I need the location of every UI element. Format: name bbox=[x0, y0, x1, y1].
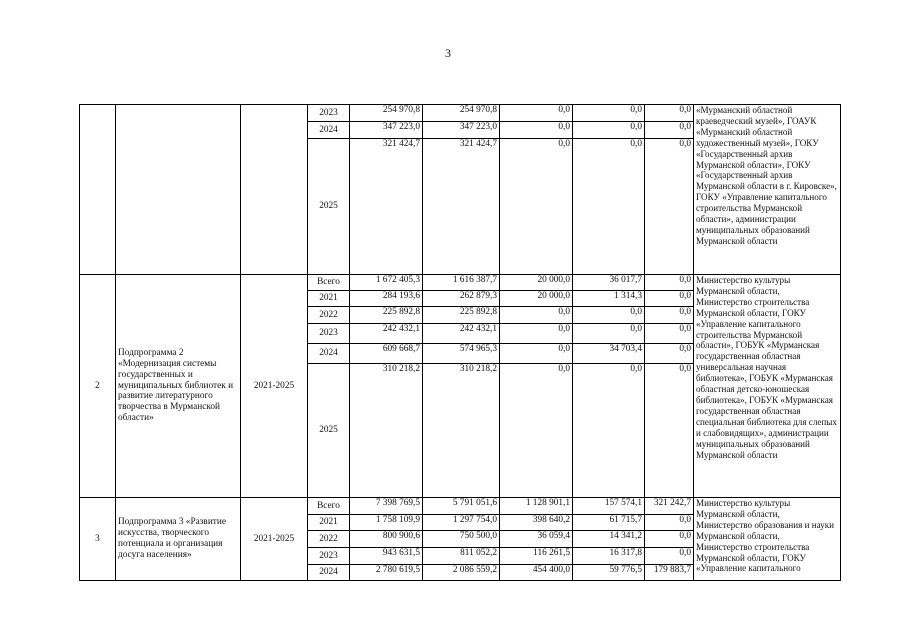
total-cell: 310 218,2 bbox=[350, 364, 423, 498]
year-cell: Всего bbox=[308, 498, 350, 515]
value-cell: 454 400,0 bbox=[500, 565, 573, 581]
value-cell: 2 086 559,2 bbox=[423, 565, 500, 581]
value-cell: 0,0 bbox=[645, 364, 694, 498]
value-cell: 0,0 bbox=[645, 291, 694, 307]
table-row bbox=[80, 105, 841, 122]
period-cell: 2021-2025 bbox=[241, 498, 308, 581]
total-cell: 1 672 405,3 bbox=[350, 275, 423, 291]
total-cell: 347 223,0 bbox=[350, 122, 423, 139]
value-cell: 321 424,7 bbox=[423, 139, 500, 275]
value-cell: 1 616 387,7 bbox=[423, 275, 500, 291]
executors-cell: Министерство культуры Мурманской области, Министерство образования и науки Мурманской области, Министерство строительства Мурманской области, ГОКУ «Управление капитального bbox=[694, 498, 841, 581]
value-cell: 0,0 bbox=[645, 515, 694, 531]
subprogram-name-cell: Подпрограмма 3 «Развитие искусства, творческого потенциала и организация досуга населения» bbox=[116, 498, 241, 581]
year-cell: 2023 bbox=[308, 324, 350, 344]
value-cell: 0,0 bbox=[573, 307, 645, 324]
total-cell: 1 758 109,9 bbox=[350, 515, 423, 531]
value-cell: 0,0 bbox=[500, 364, 573, 498]
year-cell: 2022 bbox=[308, 307, 350, 324]
value-cell: 0,0 bbox=[500, 307, 573, 324]
year-cell: 2023 bbox=[308, 548, 350, 565]
value-cell: 347 223,0 bbox=[423, 122, 500, 139]
year-cell: 2025 bbox=[308, 364, 350, 498]
executors-cell: Министерство культуры Мурманской области, Министерство строительства Мурманской области, ГОКУ «Управление капитального строительства Мурманской области», ГОБУК «Мурманская государственная областная универсальная научная библиотека», ГОБУК «Мурманская областная детско-юношеская библиотека», ГОБУК «Мурманская государственная областная специальная библиотека для слепых и слабовидящих», администрации муниципальных образований Мурманской области bbox=[694, 275, 841, 498]
value-cell: 0,0 bbox=[645, 324, 694, 344]
value-cell: 574 965,3 bbox=[423, 344, 500, 364]
row-number-cell: 3 bbox=[80, 498, 116, 581]
total-cell: 254 970,8 bbox=[350, 105, 423, 122]
value-cell: 0,0 bbox=[573, 122, 645, 139]
value-cell: 0,0 bbox=[500, 122, 573, 139]
value-cell: 5 791 051,6 bbox=[423, 498, 500, 515]
year-cell: 2021 bbox=[308, 291, 350, 307]
value-cell: 14 341,2 bbox=[573, 531, 645, 548]
table-row bbox=[80, 498, 841, 515]
value-cell: 0,0 bbox=[500, 139, 573, 275]
table-row bbox=[80, 275, 841, 291]
value-cell: 0,0 bbox=[645, 139, 694, 275]
year-cell: Всего bbox=[308, 275, 350, 291]
total-cell: 242 432,1 bbox=[350, 324, 423, 344]
value-cell: 310 218,2 bbox=[423, 364, 500, 498]
year-cell: 2024 bbox=[308, 565, 350, 581]
value-cell: 36 017,7 bbox=[573, 275, 645, 291]
value-cell: 16 317,8 bbox=[573, 548, 645, 565]
value-cell: 59 776,5 bbox=[573, 565, 645, 581]
value-cell: 179 883,7 bbox=[645, 565, 694, 581]
value-cell: 0,0 bbox=[573, 364, 645, 498]
year-cell: 2024 bbox=[308, 122, 350, 139]
year-cell: 2025 bbox=[308, 139, 350, 275]
total-cell: 225 892,8 bbox=[350, 307, 423, 324]
total-cell: 609 668,7 bbox=[350, 344, 423, 364]
total-cell: 2 780 619,5 bbox=[350, 565, 423, 581]
value-cell: 20 000,0 bbox=[500, 291, 573, 307]
total-cell: 284 193,6 bbox=[350, 291, 423, 307]
value-cell: 0,0 bbox=[645, 122, 694, 139]
value-cell: 398 640,2 bbox=[500, 515, 573, 531]
year-cell: 2024 bbox=[308, 344, 350, 364]
value-cell: 0,0 bbox=[645, 531, 694, 548]
budget-table bbox=[79, 104, 841, 581]
value-cell: 157 574,1 bbox=[573, 498, 645, 515]
value-cell: 0,0 bbox=[500, 105, 573, 122]
value-cell: 0,0 bbox=[645, 344, 694, 364]
value-cell: 0,0 bbox=[500, 324, 573, 344]
value-cell: 116 261,5 bbox=[500, 548, 573, 565]
value-cell: 34 703,4 bbox=[573, 344, 645, 364]
total-cell: 321 424,7 bbox=[350, 139, 423, 275]
value-cell: 61 715,7 bbox=[573, 515, 645, 531]
value-cell: 1 297 754,0 bbox=[423, 515, 500, 531]
value-cell: 1 128 901,1 bbox=[500, 498, 573, 515]
year-cell: 2021 bbox=[308, 515, 350, 531]
subprogram-name-cell bbox=[116, 105, 241, 275]
value-cell: 254 970,8 bbox=[423, 105, 500, 122]
value-cell: 225 892,8 bbox=[423, 307, 500, 324]
value-cell: 811 052,2 bbox=[423, 548, 500, 565]
year-cell: 2023 bbox=[308, 105, 350, 122]
value-cell: 0,0 bbox=[645, 275, 694, 291]
value-cell: 0,0 bbox=[645, 548, 694, 565]
value-cell: 0,0 bbox=[573, 324, 645, 344]
row-number-cell: 2 bbox=[80, 275, 116, 498]
value-cell: 0,0 bbox=[645, 307, 694, 324]
value-cell: 0,0 bbox=[573, 105, 645, 122]
executors-cell: «Мурманский областной краеведческий музей», ГОАУК «Мурманский областной художественный музей», ГОКУ «Государственный архив Мурманской области», ГОКУ «Государственный архив Мурманской области в г. Кировске», ГОКУ «Управление капитального строительства Мурманской области», администрации муниципальных образований Мурманской области bbox=[694, 105, 841, 275]
subprogram-name-cell: Подпрограмма 2 «Модернизация системы государственных и муниципальных библиотек и развитие литературного творчества в Мурманской области» bbox=[116, 275, 241, 498]
value-cell: 750 500,0 bbox=[423, 531, 500, 548]
page-number: 3 bbox=[445, 46, 451, 60]
value-cell: 1 314,3 bbox=[573, 291, 645, 307]
period-cell: 2021-2025 bbox=[241, 275, 308, 498]
value-cell: 0,0 bbox=[573, 139, 645, 275]
value-cell: 242 432,1 bbox=[423, 324, 500, 344]
value-cell: 36 059,4 bbox=[500, 531, 573, 548]
year-cell: 2022 bbox=[308, 531, 350, 548]
value-cell: 321 242,7 bbox=[645, 498, 694, 515]
total-cell: 800 900,6 bbox=[350, 531, 423, 548]
row-number-cell bbox=[80, 105, 116, 275]
value-cell: 262 879,3 bbox=[423, 291, 500, 307]
value-cell: 0,0 bbox=[645, 105, 694, 122]
total-cell: 943 631,5 bbox=[350, 548, 423, 565]
total-cell: 7 398 769,5 bbox=[350, 498, 423, 515]
value-cell: 0,0 bbox=[500, 344, 573, 364]
value-cell: 20 000,0 bbox=[500, 275, 573, 291]
period-cell bbox=[241, 105, 308, 275]
